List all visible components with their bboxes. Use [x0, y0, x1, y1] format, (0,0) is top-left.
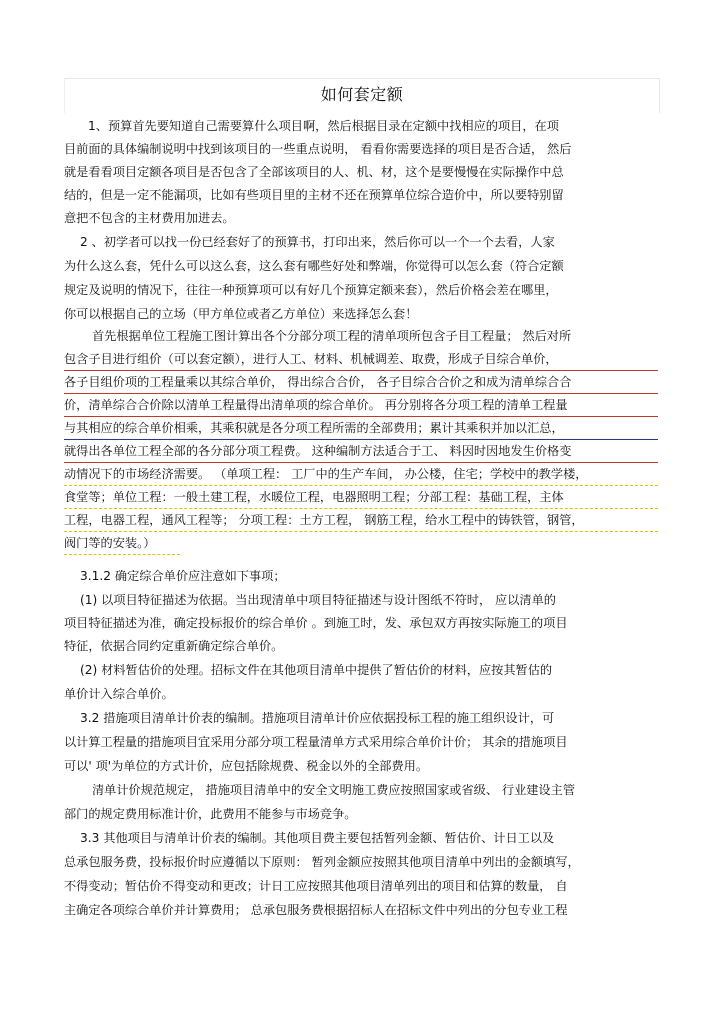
text-line: 以计算工程量的措施项目宜采用分部分项工程量清单方式采用综合单价计价； 其余的措施项目 [64, 735, 568, 749]
yellow-underline [64, 554, 180, 555]
text-line: 包含子目进行组价（可以套定额），进行人工、材料、机械调差、取费，形成子目综合单价， [64, 352, 558, 366]
blue-underline [64, 439, 658, 440]
text-line: 总承包服务费，投标报价时应遵循以下原则： 暂列金额应按照其他项目清单中列出的金额填写， [64, 855, 580, 869]
text-line: 特征，依据合同约定重新确定综合单价。 [64, 639, 284, 653]
text-line: 单价计入综合单价。 [64, 687, 174, 701]
red-underline [64, 416, 658, 417]
text-line: 阀门等的安装。） [64, 536, 156, 550]
text-line: 可以' 项'为单位的方式计价，应包括除规费、税金以外的全部费用。 [64, 759, 429, 773]
text-line: 你可以根据自己的立场（甲方单位或者乙方单位）来选择怎么套！ [64, 307, 418, 321]
text-line: 各子目组价项的工程量乘以其综合单价， 得出综合合价， 各子目综合合价之和成为清单综合合 [64, 375, 572, 389]
text-line: 与其相应的综合单价相乘，其乘积就是各分项工程所需的全部费用；累计其乘积并加以汇总， [64, 421, 564, 435]
red-underline [64, 370, 658, 371]
text-line: 意把不包含的主材费用加进去。 [64, 211, 235, 225]
text-line: 就得出各单位工程全部的各分部分项工程费。 这种编制方法适合于工、 料因时因地发生价格变 [64, 444, 572, 458]
text-line: 为什么这么套，凭什么可以这么套，这么套有哪些好处和弊端，你觉得可以怎么套（符合定额 [64, 259, 564, 273]
red-underline [64, 462, 658, 463]
text-line: (2) 材料暂估价的处理。招标文件在其他项目清单中提供了暂估价的材料，应按其暂估的 [80, 663, 553, 677]
text-line: 3.2 措施项目清单计价表的编制。措施项目清单计价应依据投标工程的施工组织设计，可 [80, 711, 555, 725]
yellow-underline [64, 485, 658, 486]
text-line: 项目特征描述为准，确定投标报价的综合单价 。到施工时，发、承包双方再按实际施工的项目 [64, 616, 568, 630]
text-line: 食堂等；单位工程：一般土建工程，水暖位工程，电器照明工程；分部工程：基础工程，主体 [64, 490, 564, 504]
text-line: 动情况下的市场经济需要。 （单项工程： 工厂中的生产车间， 办公楼，住宅；学校中的教学楼， [64, 467, 588, 481]
text-line: 部门的规定费用标准计价，此费用不能参与市场竞争。 [64, 807, 357, 821]
yellow-underline [64, 508, 658, 509]
text-line: 工程，电器工程，通风工程等； 分项工程：土方工程， 钢筋工程，给水工程中的铸铁管，钢管， [64, 513, 584, 527]
text-line: 结的，但是一定不能漏项，比如有些项目里的主材不还在预算单位综合造价中，所以要特别留 [64, 188, 564, 202]
text-line: (1) 以项目特征描述为依据。当出现清单中项目特征描述与设计图纸不符时， 应以清单的 [80, 593, 556, 607]
text-line: 不得变动；暂估价不得变动和更改；计日工应按照其他项目清单列出的项目和估算的数量， 自 [64, 879, 568, 893]
text-line: 目前面的具体编制说明中找到该项目的一些重点说明， 看看你需要选择的项目是否合适， 然后 [64, 142, 572, 156]
text-line: 3.3 其他项目与清单计价表的编制。其他项目费主要包括暂列金额、暂估价、计日工以及 [80, 831, 555, 845]
text-line: 2 、初学者可以找一份已经套好了的预算书，打印出来，然后你可以一个一个去看，人家 [80, 235, 555, 249]
text-line: 就是看看项目定额各项目是否包含了全部该项目的人、机、材，这个是要慢慢在实际操作中总 [64, 165, 564, 179]
red-underline [64, 393, 658, 394]
document-title: 如何套定额 [320, 85, 404, 104]
text-line: 主确定各项综合单价并计算费用； 总承包服务费根据招标人在招标文件中列出的分包专业工程 [64, 903, 568, 917]
text-line: 1、预算首先要知道自己需要算什么项目啊，然后根据目录在定额中找相应的项目，在项 [88, 119, 559, 133]
text-line: 3.1.2 确定综合单价应注意如下事项； [80, 569, 286, 583]
yellow-underline [64, 531, 658, 532]
text-line: 首先根据单位工程施工图计算出各个分部分项工程的清单项所包含子目工程量； 然后对所 [92, 329, 572, 343]
text-line: 清单计价规范规定， 措施项目清单中的安全文明施工费应按照国家或省级、 行业建设主管 [92, 783, 576, 797]
text-line: 价，清单综合合价除以清单工程量得出清单项的综合单价。 再分别将各分项工程的清单工程量 [64, 398, 568, 412]
text-line: 规定及说明的情况下，往往一种预算项可以有好几个预算定额来套），然后价格会差在哪里， [64, 283, 558, 297]
